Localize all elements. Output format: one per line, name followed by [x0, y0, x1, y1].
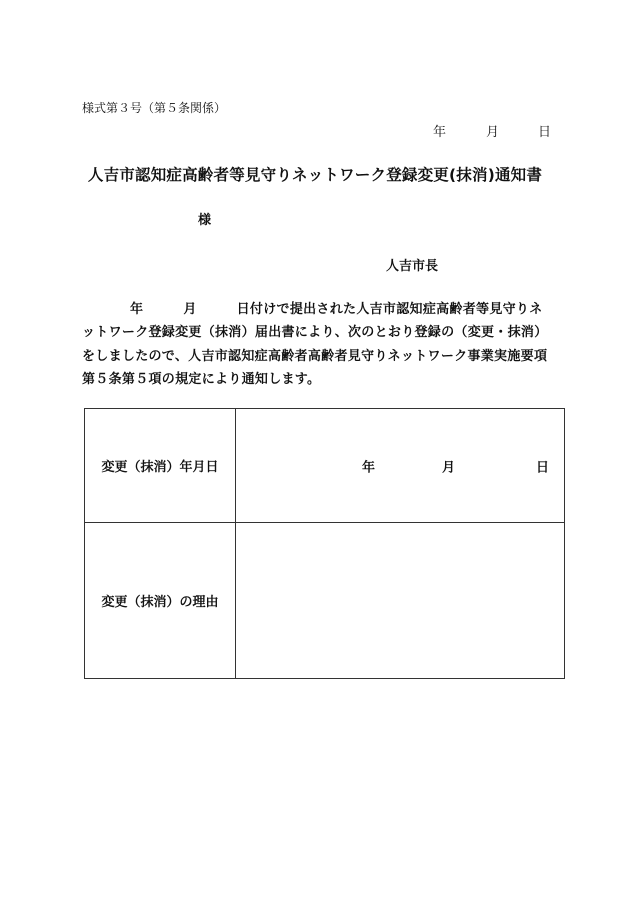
- table-row-change-date: [85, 409, 565, 523]
- body-year-mark: 年: [130, 302, 144, 317]
- change-date-day: 日: [536, 460, 550, 475]
- reason-label: 変更（抹消）の理由: [85, 523, 236, 679]
- body-line-2: ットワーク登録変更（抹消）届出書により、次のとおり登録の（変更・抹消）: [82, 325, 548, 340]
- addressee-suffix: 様: [198, 213, 212, 228]
- form-number: 様式第３号（第５条関係）: [82, 101, 227, 115]
- body-line-1: [82, 298, 543, 317]
- body-line-3: をしましたので、人吉市認知症高齢者高齢者見守りネットワーク事業実施要項: [82, 349, 548, 364]
- body-line-1-text: 日付けで提出された人吉市認知症高齢者等見守りネ: [236, 302, 543, 317]
- change-date-label: 変更（抹消）年月日: [85, 409, 236, 523]
- header-date-year: 年: [433, 125, 447, 140]
- issuer-name: 人吉市長: [386, 259, 439, 274]
- body-month-mark: 月: [183, 302, 197, 317]
- header-date-month: 月: [486, 125, 500, 140]
- notice-table: [84, 408, 565, 679]
- change-date-field[interactable]: [236, 409, 565, 523]
- table-row-reason: [85, 523, 565, 679]
- document-title: 人吉市認知症高齢者等見守りネットワーク登録変更(抹消)通知書: [87, 166, 543, 184]
- header-date-day: 日: [538, 125, 552, 140]
- body-line-4: 第５条第５項の規定により通知します。: [82, 372, 321, 387]
- change-date-month: 月: [442, 460, 456, 475]
- reason-field[interactable]: [236, 523, 565, 679]
- change-date-year: 年: [362, 460, 376, 475]
